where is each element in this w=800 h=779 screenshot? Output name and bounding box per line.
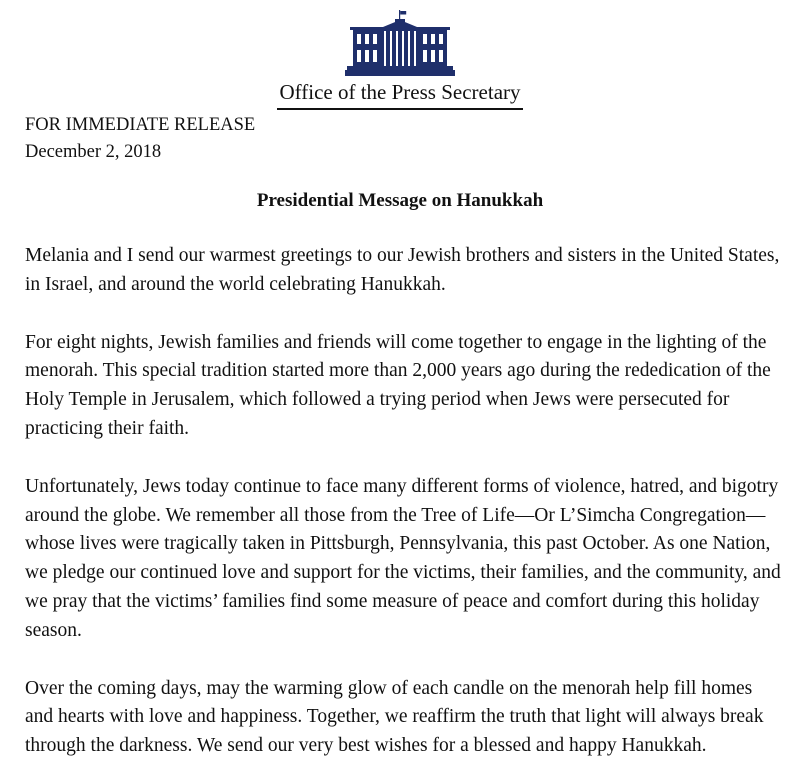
headline: Presidential Message on Hanukkah	[256, 190, 544, 211]
paragraph: For eight nights, Jewish families and friends will come together to engage in the lighting of the menorah. This special tradition started more than 2,000 years ago during the rededication of the Holy Temple in Jerusalem, which followed a trying period when Jews were persecuted for practicing their faith.	[25, 331, 771, 439]
office-header	[0, 78, 800, 110]
release-info	[25, 112, 255, 166]
white-house-icon	[345, 10, 455, 76]
paragraph: Unfortunately, Jews today continue to face many different forms of violence, hatred, and bigotry around the globe. We remember all those from the Tree of Life—Or L’Simcha Congregation—whose lives were tragically taken in Pittsburgh, Pennsylvania, this past October. As one Nation, we pledge our continued love and support for the victims, their families, and the community, and we pray that the victims’ families find some measure of peace and comfort during this holiday season.	[25, 475, 781, 641]
paragraph: Melania and I send our warmest greetings to our Jewish brothers and sisters in the United States, in Israel, and around the world celebrating Hanukkah.	[25, 245, 780, 295]
release-date: December 2, 2018	[25, 142, 162, 162]
message-body	[25, 242, 785, 761]
paragraph: Over the coming days, may the warming glow of each candle on the menorah help fill homes and hearts with love and happiness. Together, we reaffirm the truth that light will always break through the darkness. We send our very best wishes for a blessed and happy Hanukkah.	[25, 677, 764, 757]
release-label: FOR IMMEDIATE RELEASE	[25, 115, 256, 135]
office-title: Office of the Press Secretary	[277, 78, 522, 110]
